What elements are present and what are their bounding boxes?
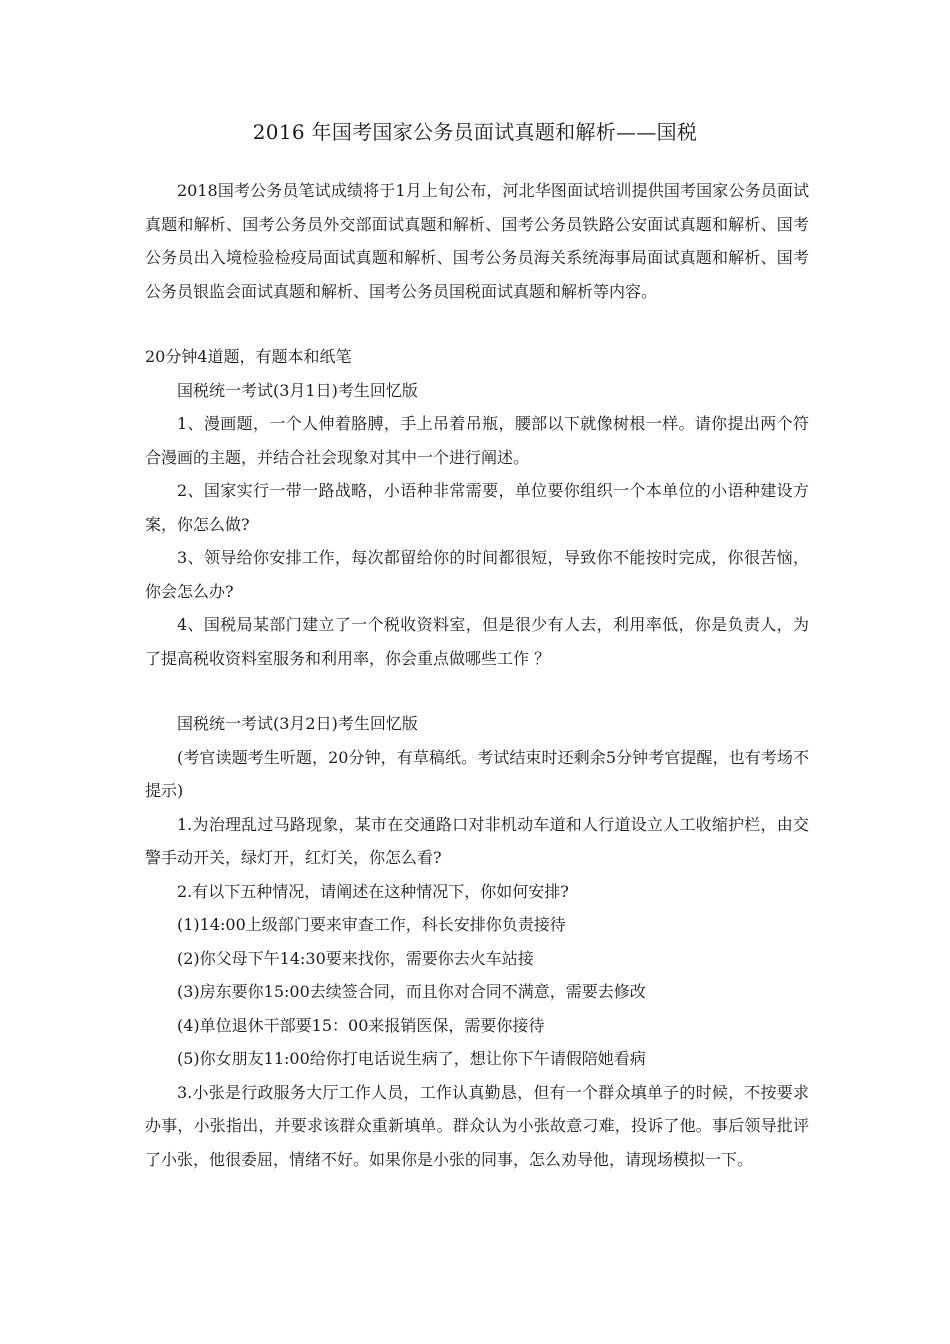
session-2-note: (考官读题考生听题，20分钟，有草稿纸。考试结束时还剩余5分钟考官提醒，也有考场不提示) — [145, 747, 809, 800]
question-item: 1.为治理乱过马路现象，某市在交通路口对非机动车道和人行道设立人工收缩护栏，由交警手动开关，绿灯开，红灯关，你怎么看? — [145, 814, 809, 867]
session-1-heading: 国税统一考试(3月1日)考生回忆版 — [177, 380, 418, 400]
exam-note: 20分钟4道题，有题本和纸笔 — [145, 347, 352, 366]
intro-section — [145, 174, 809, 308]
question-item: 2、国家实行一带一路战略，小语种非常需要，单位要你组织一个本单位的小语种建设方案，你怎么做? — [145, 481, 809, 534]
question-item: 3.小张是行政服务大厅工作人员，工作认真勤恳，但有一个群众填单子的时候，不按要求办事，小张指出，并要求该群众重新填单。群众认为小张故意刁难，投诉了他。事后领导批评了小张，他很委屈，情绪不好。如果你是小张的同事，怎么劝导他，请现场模拟一下。 — [145, 1082, 809, 1169]
question-item: 4、国税局某部门建立了一个税收资料室，但是很少有人去，利用率低，你是负责人，为了提高税收资料室服务和利用率，你会重点做哪些工作 ？ — [145, 615, 809, 668]
sub-item: (4)单位退休干部要15：00来报销医保，需要你接待 — [177, 1015, 545, 1035]
sub-item: (1)14:00上级部门要来审查工作，科长安排你负责接待 — [177, 915, 566, 934]
session-2-heading: 国税统一考试(3月2日)考生回忆版 — [177, 714, 418, 733]
document-title: 2016 年国考国家公务员面试真题和解析——国税 — [252, 120, 698, 144]
question-item: 2.有以下五种情况，请阐述在这种情况下，你如何安排? — [177, 881, 569, 901]
intro-paragraph: 2018国考公务员笔试成绩将于1月上旬公布，河北华图面试培训提供国考国家公务员面试真题和解析、国考公务员外交部面试真题和解析、国考公务员铁路公安面试真题和解析、国考公务员出入境检验检疫局面试真题和解析、国考公务员海关系统海事局面试真题和解析、国考公务员银监会面试真题和解析、国考公务员国税面试真题和解析等内容。 — [145, 181, 809, 301]
sub-item: (3)房东要你15:00去续签合同，而且你对合同不满意，需要去修改 — [177, 982, 646, 1001]
sub-item: (5)你女朋友11:00给你打电话说生病了，想让你下午请假陪她看病 — [177, 1049, 646, 1068]
question-item: 1、漫画题，一个人伸着胳膊，手上吊着吊瓶，腰部以下就像树根一样。请你提出两个符合漫画的主题，并结合社会现象对其中一个进行阐述。 — [145, 414, 809, 467]
question-item: 3、领导给你安排工作，每次都留给你的时间都很短，导致你不能按时完成，你很苦恼，你会怎么办? — [145, 548, 809, 601]
sub-item: (2)你父母下午14:30要来找你，需要你去火车站接 — [177, 948, 534, 968]
session-1-section — [145, 340, 809, 675]
session-2-section — [145, 707, 809, 1176]
